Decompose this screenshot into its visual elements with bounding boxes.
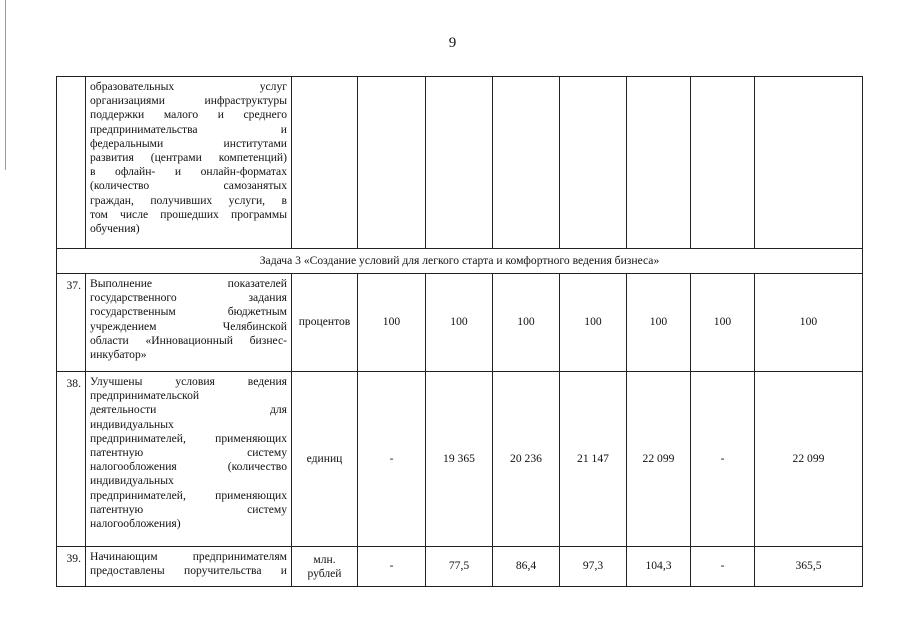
value-cell: [493, 77, 560, 249]
indicator-description: [86, 274, 292, 372]
value-cell: 104,3: [627, 547, 691, 587]
value-cell: 97,3: [560, 547, 627, 587]
unit-line: рублей: [307, 567, 342, 581]
table-row: [57, 547, 863, 587]
description-line: инкубатор»: [90, 348, 147, 362]
description-line: индивидуальных: [90, 417, 174, 431]
description-line: налогообложения): [90, 517, 181, 531]
table-row-continued: [57, 77, 863, 249]
value-cell: 77,5: [426, 547, 493, 587]
value-cell: [358, 77, 426, 249]
task-header: Задача 3 «Создание условий для легкого старта и комфортного ведения бизнеса»: [57, 249, 863, 274]
indicator-description: [86, 77, 292, 249]
description-line: том числе прошедших программы: [90, 207, 287, 221]
value-cell: [627, 77, 691, 249]
value-cell: 20 236: [493, 372, 560, 547]
description-line: деятельности для: [90, 403, 287, 417]
value-cell: -: [358, 547, 426, 587]
unit-cell: процентов: [292, 274, 358, 372]
unit-cell: [292, 77, 358, 249]
unit-cell: [292, 547, 358, 587]
value-cell: 86,4: [493, 547, 560, 587]
value-cell: 365,5: [755, 547, 863, 587]
description-line: Начинающим предпринимателям: [90, 550, 287, 563]
unit-line: млн.: [313, 553, 336, 566]
description-line: предпринимательства и: [90, 122, 287, 136]
value-cell: 100: [358, 274, 426, 372]
value-cell: [426, 77, 493, 249]
value-cell: [560, 77, 627, 249]
indicator-description: [86, 547, 292, 587]
description-line: в офлайн- и онлайн-форматах: [90, 165, 287, 179]
description-line: Выполнение показателей: [90, 277, 287, 290]
row-number: 38.: [57, 372, 86, 547]
description-line: предпринимателей, применяющих: [90, 488, 287, 502]
table-row: [57, 274, 863, 372]
value-cell: [755, 77, 863, 249]
description-line: государственного задания: [90, 291, 287, 305]
description-line: организациями инфраструктуры: [90, 94, 287, 108]
value-cell: -: [358, 372, 426, 547]
value-cell: [691, 77, 755, 249]
description-line: предоставлены поручительства и: [90, 564, 287, 578]
value-cell: 100: [426, 274, 493, 372]
value-cell: 21 147: [560, 372, 627, 547]
description-line: Улучшены условия ведения: [90, 375, 287, 388]
description-line: обучения): [90, 222, 140, 236]
description-line: патентную систему: [90, 446, 287, 460]
description-line: индивидуальных: [90, 474, 174, 488]
description-line: области «Инновационный бизнес-: [90, 333, 287, 347]
indicators-table: [56, 76, 863, 587]
indicator-description: [86, 372, 292, 547]
description-line: государственным бюджетным: [90, 305, 287, 319]
description-line: образовательных услуг: [90, 80, 287, 93]
description-line: граждан, получивших услуги, в: [90, 193, 287, 207]
description-line: патентную систему: [90, 502, 287, 516]
description-line: поддержки малого и среднего: [90, 108, 287, 122]
row-number: 37.: [57, 274, 86, 372]
page-number: 9: [448, 35, 457, 51]
value-cell: 100: [560, 274, 627, 372]
value-cell: 22 099: [627, 372, 691, 547]
task-header-row: [57, 249, 863, 274]
value-cell: -: [691, 547, 755, 587]
row-number-cell: [57, 77, 86, 249]
value-cell: 100: [493, 274, 560, 372]
scan-edge-line: [5, 0, 6, 170]
value-cell: 100: [627, 274, 691, 372]
value-cell: -: [691, 372, 755, 547]
description-line: предпринимательской: [90, 389, 200, 403]
description-line: (количество самозанятых: [90, 179, 287, 193]
value-cell: 19 365: [426, 372, 493, 547]
description-line: предпринимателей, применяющих: [90, 431, 287, 445]
description-line: федеральными институтами: [90, 136, 287, 150]
value-cell: 100: [755, 274, 863, 372]
description-line: налогообложения (количество: [90, 460, 287, 474]
value-cell: 22 099: [755, 372, 863, 547]
value-cell: 100: [691, 274, 755, 372]
description-line: развития (центрами компетенций): [90, 151, 287, 165]
row-number: 39.: [57, 547, 86, 587]
description-line: учреждением Челябинской: [90, 319, 287, 333]
table-row: [57, 372, 863, 547]
unit-cell: единиц: [292, 372, 358, 547]
